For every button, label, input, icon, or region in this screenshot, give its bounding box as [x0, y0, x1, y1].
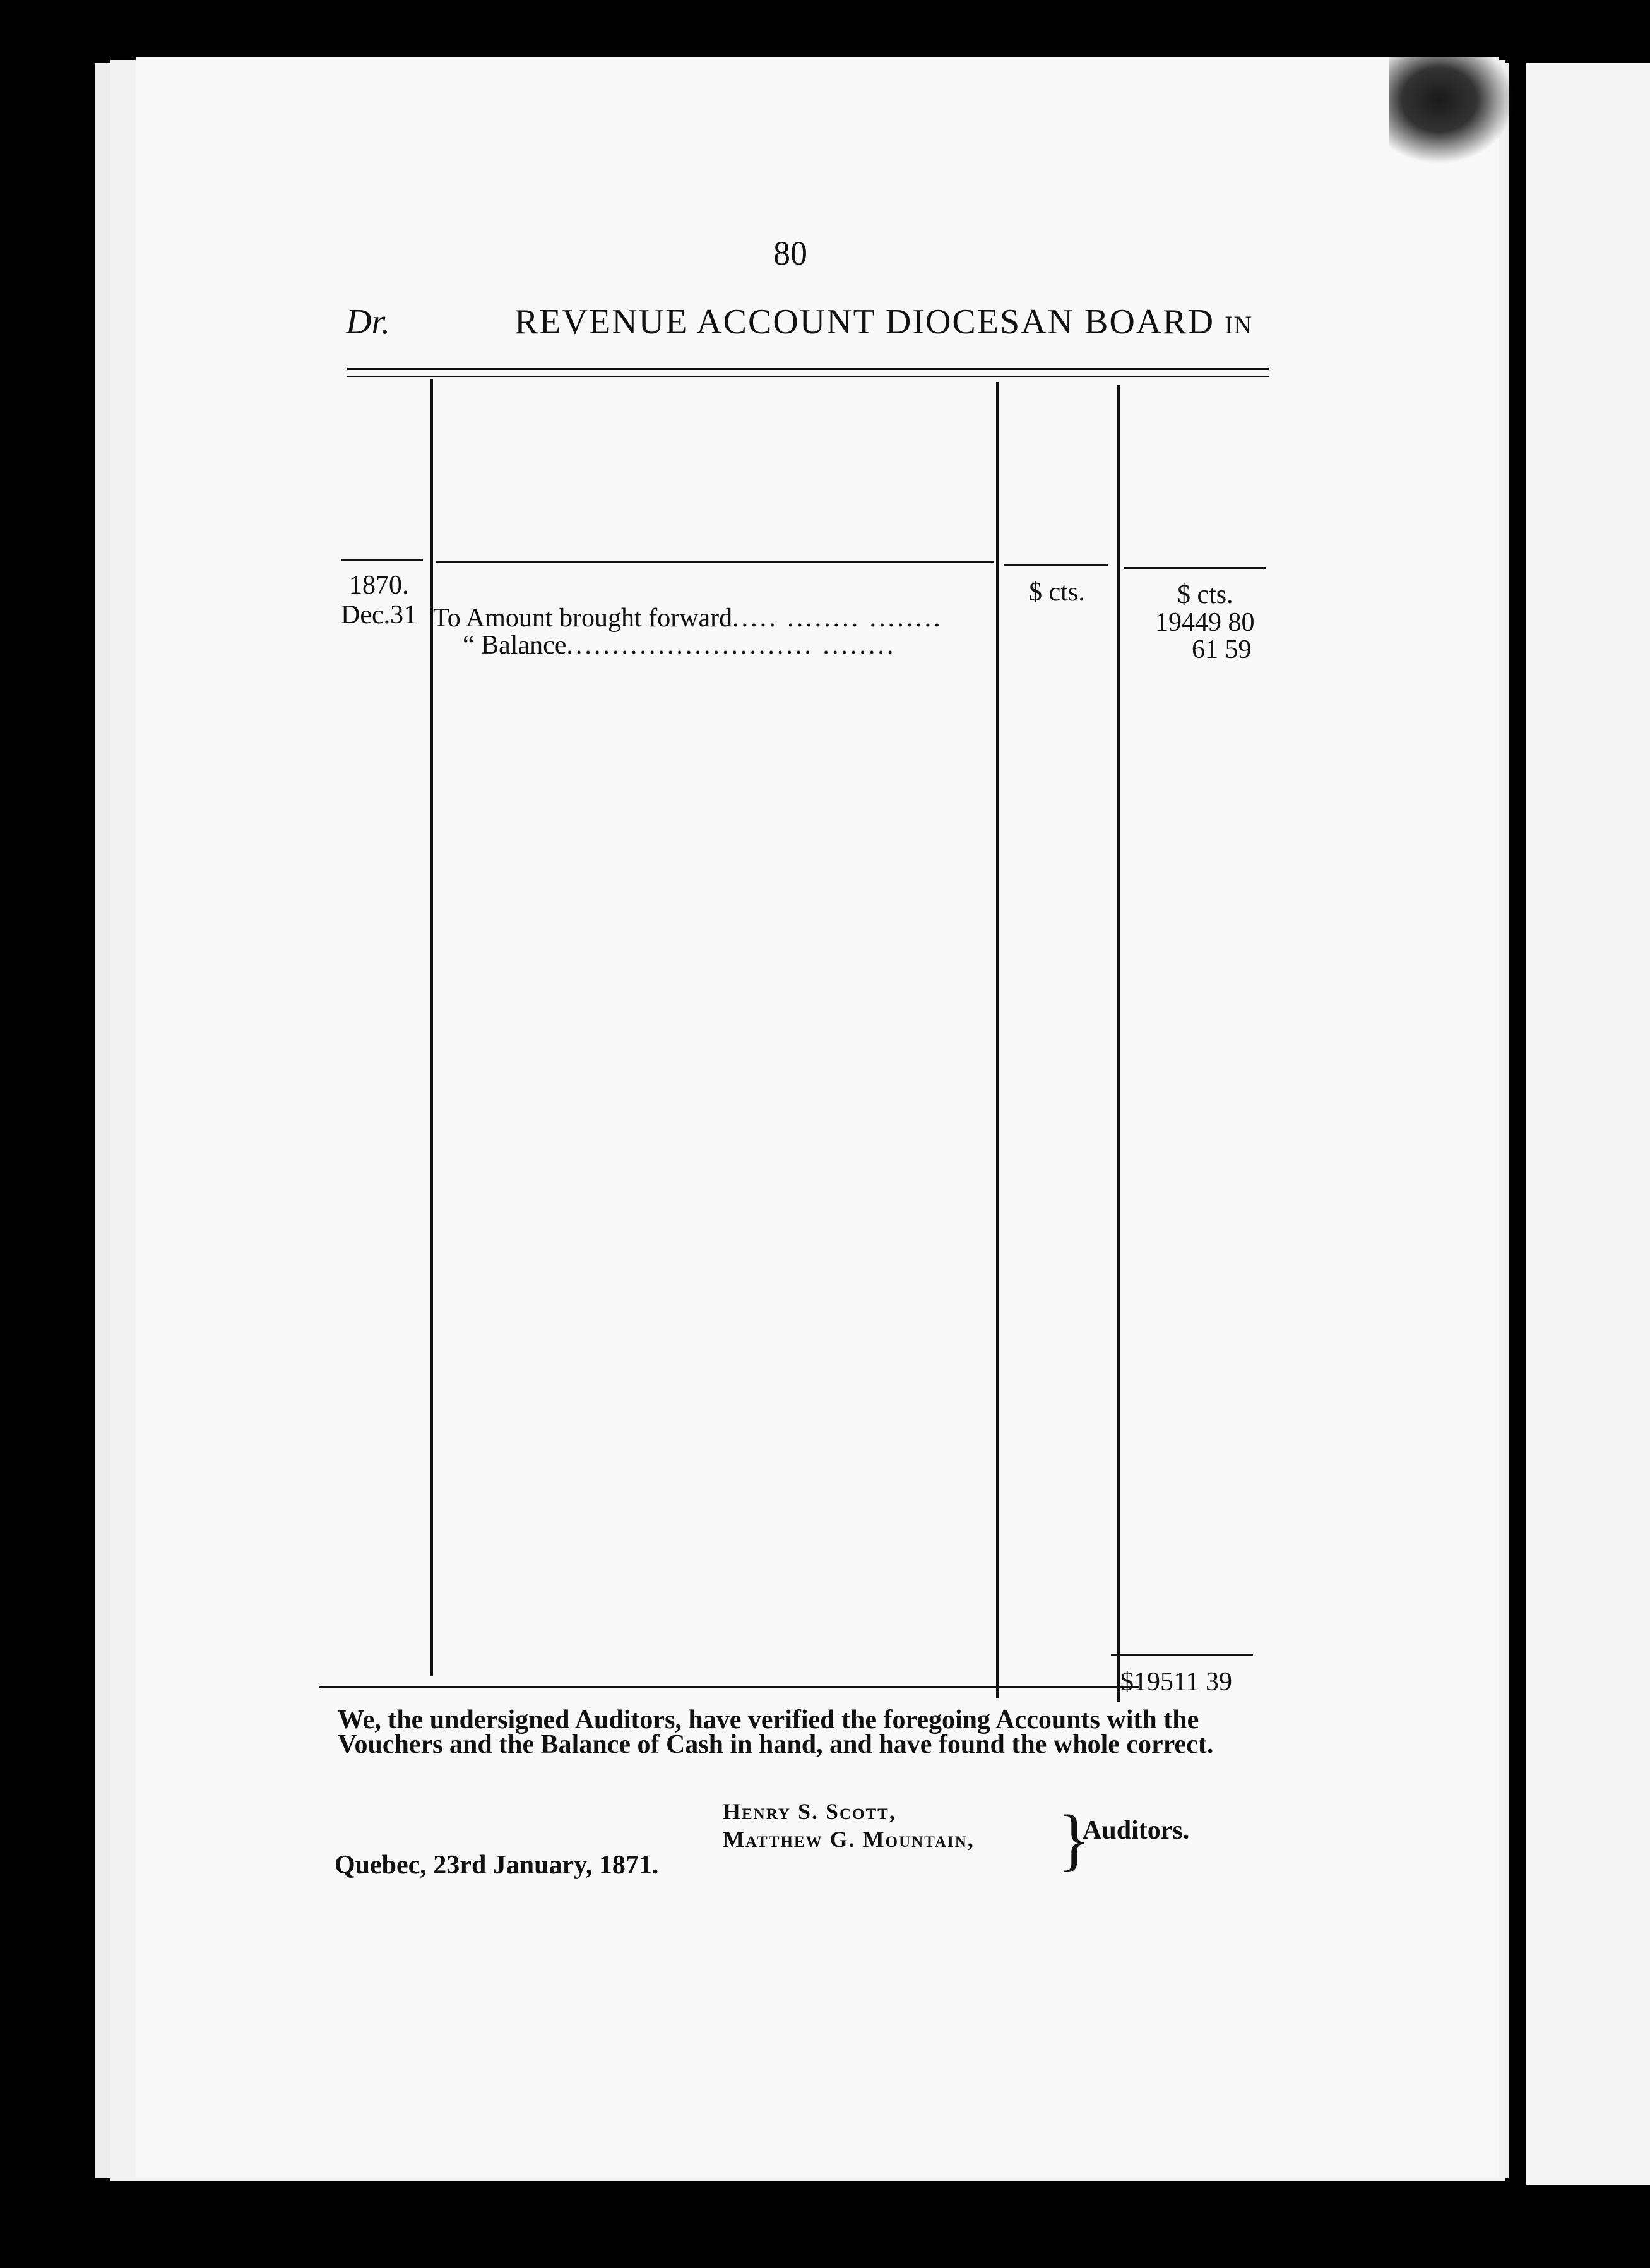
- entry-amount: 19449 80: [1155, 608, 1255, 637]
- page-title: [514, 302, 1252, 342]
- auditors-statement: We, the undersigned Auditors, have verified the foregoing Accounts with the Vouchers and the Balance of Cash in hand, and have found the whole correct.: [338, 1705, 1214, 1759]
- header-rule: [341, 559, 423, 561]
- header-rule: [1004, 564, 1108, 566]
- inner-amount-header: $ cts.: [1029, 578, 1085, 607]
- title-text: REVENUE ACCOUNT DIOCESAN BOARD: [514, 302, 1215, 342]
- description-text: “ Balance: [463, 631, 567, 660]
- header-rule: [436, 561, 994, 563]
- auditor-name: Henry S. Scott,: [723, 1799, 896, 1824]
- table-top-rule: [347, 376, 1269, 377]
- entry-year: 1870.: [349, 571, 409, 600]
- debit-label: Dr.: [346, 302, 391, 342]
- entry-description: [433, 603, 943, 633]
- description-text: To Amount brought forward: [433, 604, 733, 633]
- facing-page-edge: [1526, 63, 1650, 2185]
- table-top-rule: [347, 368, 1269, 370]
- place-date: Quebec, 23rd January, 1871.: [335, 1851, 659, 1880]
- page-number: 80: [773, 234, 807, 272]
- dot-leaders: ........................... ........: [566, 631, 896, 660]
- table-bottom-rule: [319, 1686, 1139, 1688]
- date-column-divider: [430, 379, 433, 1676]
- title-suffix: IN: [1225, 311, 1253, 339]
- entry-amount: 61 59: [1192, 635, 1252, 664]
- amount-column-divider: [1117, 385, 1120, 1702]
- auditors-label: Auditors.: [1083, 1816, 1190, 1845]
- outer-amount-header: $ cts.: [1177, 580, 1233, 609]
- dot-leaders: ..... ........ ........: [732, 604, 943, 633]
- brace-symbol: }: [1057, 1801, 1091, 1878]
- auditor-name: Matthew G. Mountain,: [723, 1827, 975, 1852]
- page-damage-mark: [1389, 57, 1515, 164]
- header-rule: [1124, 567, 1266, 569]
- amount-column-divider: [996, 382, 999, 1698]
- account-total: $19511 39: [1120, 1668, 1232, 1697]
- entry-description: [463, 630, 896, 660]
- total-rule: [1111, 1654, 1253, 1656]
- entry-date: Dec.31: [341, 600, 417, 630]
